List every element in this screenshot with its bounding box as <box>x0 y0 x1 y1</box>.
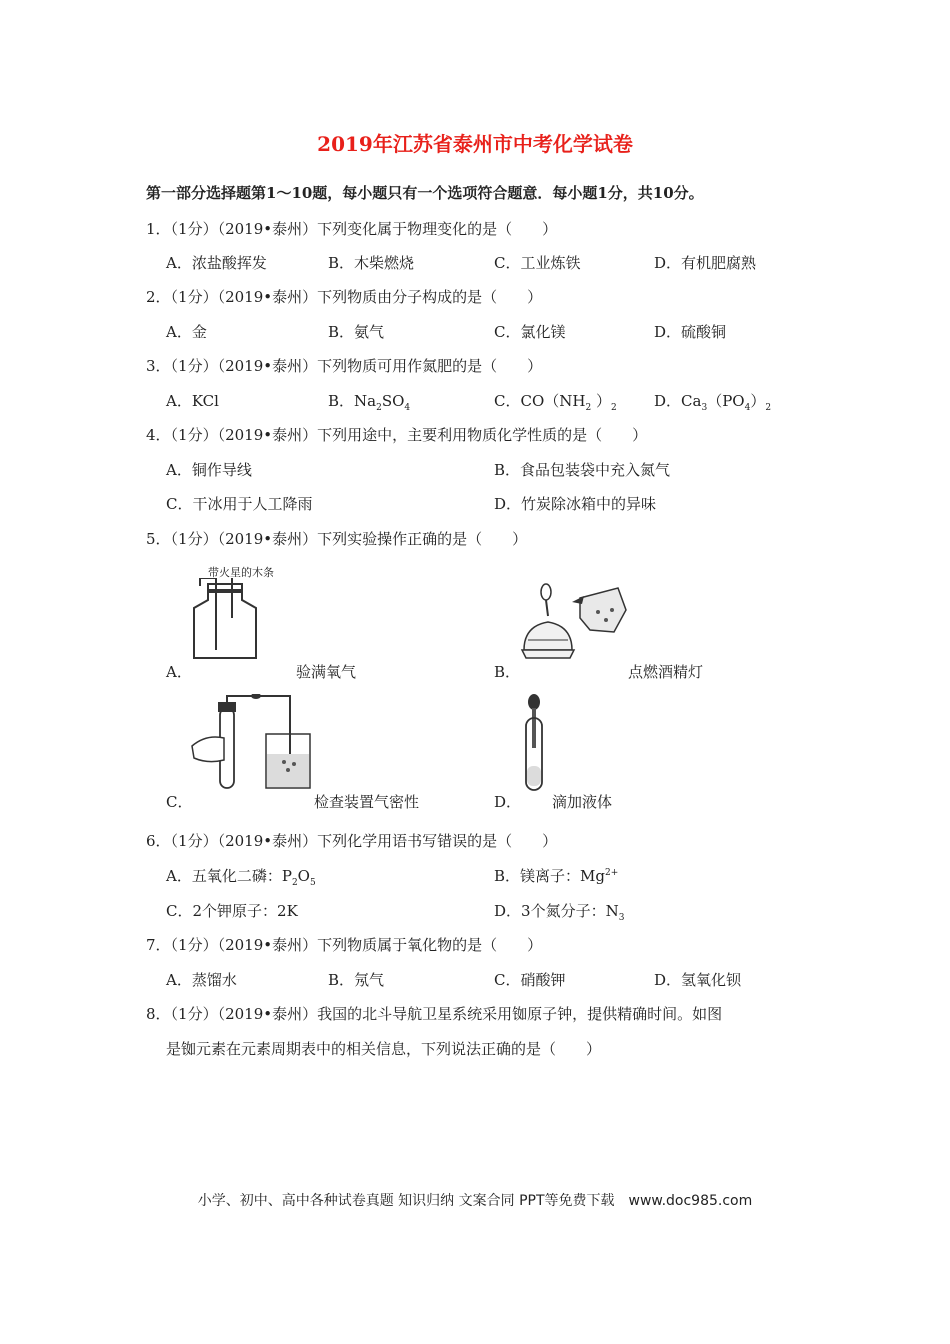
section-heading: 第一部分选择题第1～10题，每小题只有一个选项符合题意．每小题1分，共10分。 <box>146 184 704 202</box>
question-5-stem: 5．（1分）（2019•泰州）下列实验操作正确的是（ ） <box>146 530 528 548</box>
q5-option-c: C． <box>166 793 193 811</box>
formula-part: ） <box>595 392 611 410</box>
formula-part: D．3个氮分子：N <box>494 902 619 920</box>
q7-option-c: C．硝酸钾 <box>494 971 566 989</box>
formula-sub: 2 <box>611 403 617 413</box>
formula-part: C．CO（NH <box>494 392 586 410</box>
formula-sub: 4 <box>744 403 751 413</box>
q3-option-b <box>328 390 410 413</box>
formula-part: B．Na <box>328 392 377 410</box>
question-2-stem: 2．（1分）（2019•泰州）下列物质由分子构成的是（ ） <box>146 288 543 306</box>
q6-option-a <box>166 865 316 888</box>
question-7-stem: 7．（1分）（2019•泰州）下列物质属于氧化物的是（ ） <box>146 936 543 954</box>
formula-sub: 5 <box>309 878 316 888</box>
q6-option-b <box>494 865 618 886</box>
q7-option-b: B．氖气 <box>328 971 385 989</box>
q6-option-d <box>494 900 624 923</box>
question-8-stem-line2: 是铷元素在元素周期表中的相关信息，下列说法正确的是（ ） <box>166 1040 602 1058</box>
formula-sub: 2 <box>376 403 382 413</box>
q5-option-b: B． <box>494 663 521 681</box>
formula-part: D．Ca <box>654 392 702 410</box>
formula-sub: 2 <box>765 403 772 413</box>
formula-part: O <box>297 867 310 885</box>
q4-option-b: B．食品包装袋中充入氮气 <box>494 461 671 479</box>
formula-sup: 2+ <box>605 868 619 878</box>
question-6-stem: 6．（1分）（2019•泰州）下列化学用语书写错误的是（ ） <box>146 832 558 850</box>
q2-option-a: A．金 <box>166 323 207 341</box>
oxygen-test-figure <box>186 578 276 668</box>
formula-part: B．镁离子：Mg <box>494 867 605 885</box>
formula-sub: 3 <box>618 913 625 923</box>
formula-sub: 2 <box>585 403 592 413</box>
q3-option-d <box>654 390 771 413</box>
q4-option-d: D．竹炭除冰箱中的异味 <box>494 495 657 513</box>
q7-option-a: A．蒸馏水 <box>166 971 237 989</box>
q6-option-c: C．2个钾原子：2K <box>166 902 298 920</box>
formula-part: （PO <box>707 392 745 410</box>
q5-caption-c: 检查装置气密性 <box>314 793 420 811</box>
q5-caption-a: 验满氧气 <box>296 663 357 681</box>
q5-caption-b: 点燃酒精灯 <box>628 663 704 681</box>
q1-option-d: D．有机肥腐熟 <box>654 254 757 272</box>
q3-option-a: A．KCl <box>166 392 219 410</box>
formula-sub: 3 <box>701 403 708 413</box>
q2-option-d: D．硫酸铜 <box>654 323 727 341</box>
q2-option-c: C．氯化镁 <box>494 323 566 341</box>
q5-option-a: A． <box>166 663 192 681</box>
q1-option-b: B．木柴燃烧 <box>328 254 415 272</box>
q1-option-c: C．工业炼铁 <box>494 254 581 272</box>
question-3-stem: 3．（1分）（2019•泰州）下列物质可用作氮肥的是（ ） <box>146 357 543 375</box>
formula-part: SO <box>381 392 405 410</box>
q3-option-c <box>494 390 617 413</box>
q1-option-a: A．浓盐酸挥发 <box>166 254 267 272</box>
dropper-figure <box>514 694 554 794</box>
formula-part: ） <box>750 392 766 410</box>
q4-option-c: C．干冰用于人工降雨 <box>166 495 313 513</box>
q2-option-b: B．氨气 <box>328 323 385 341</box>
formula-sub: 2 <box>291 878 298 888</box>
image-a-label: 带火星的木条 <box>208 566 274 579</box>
q5-caption-d: 滴加液体 <box>552 793 613 811</box>
formula-part: A．五氧化二磷：P <box>166 867 292 885</box>
q7-option-d: D．氢氧化钡 <box>654 971 742 989</box>
question-1-stem: 1．（1分）（2019•泰州）下列变化属于物理变化的是（ ） <box>146 220 558 238</box>
q4-option-a: A．铜作导线 <box>166 461 252 479</box>
alcohol-lamp-figure <box>518 580 628 670</box>
q5-option-d: D． <box>494 793 522 811</box>
exam-title: 2019年江苏省泰州市中考化学试卷 <box>317 132 633 156</box>
footer-text: 小学、初中、高中各种试卷真题 知识归纳 文案合同 PPT等免费下载 www.doc985.com <box>197 1193 753 1209</box>
airtightness-check-figure <box>190 694 320 794</box>
question-4-stem: 4．（1分）（2019•泰州）下列用途中，主要利用物质化学性质的是（ ） <box>146 426 648 444</box>
formula-sub: 4 <box>404 403 411 413</box>
question-8-stem: 8．（1分）（2019•泰州）我国的北斗导航卫星系统采用铷原子钟，提供精确时间。如图 <box>146 1005 723 1023</box>
